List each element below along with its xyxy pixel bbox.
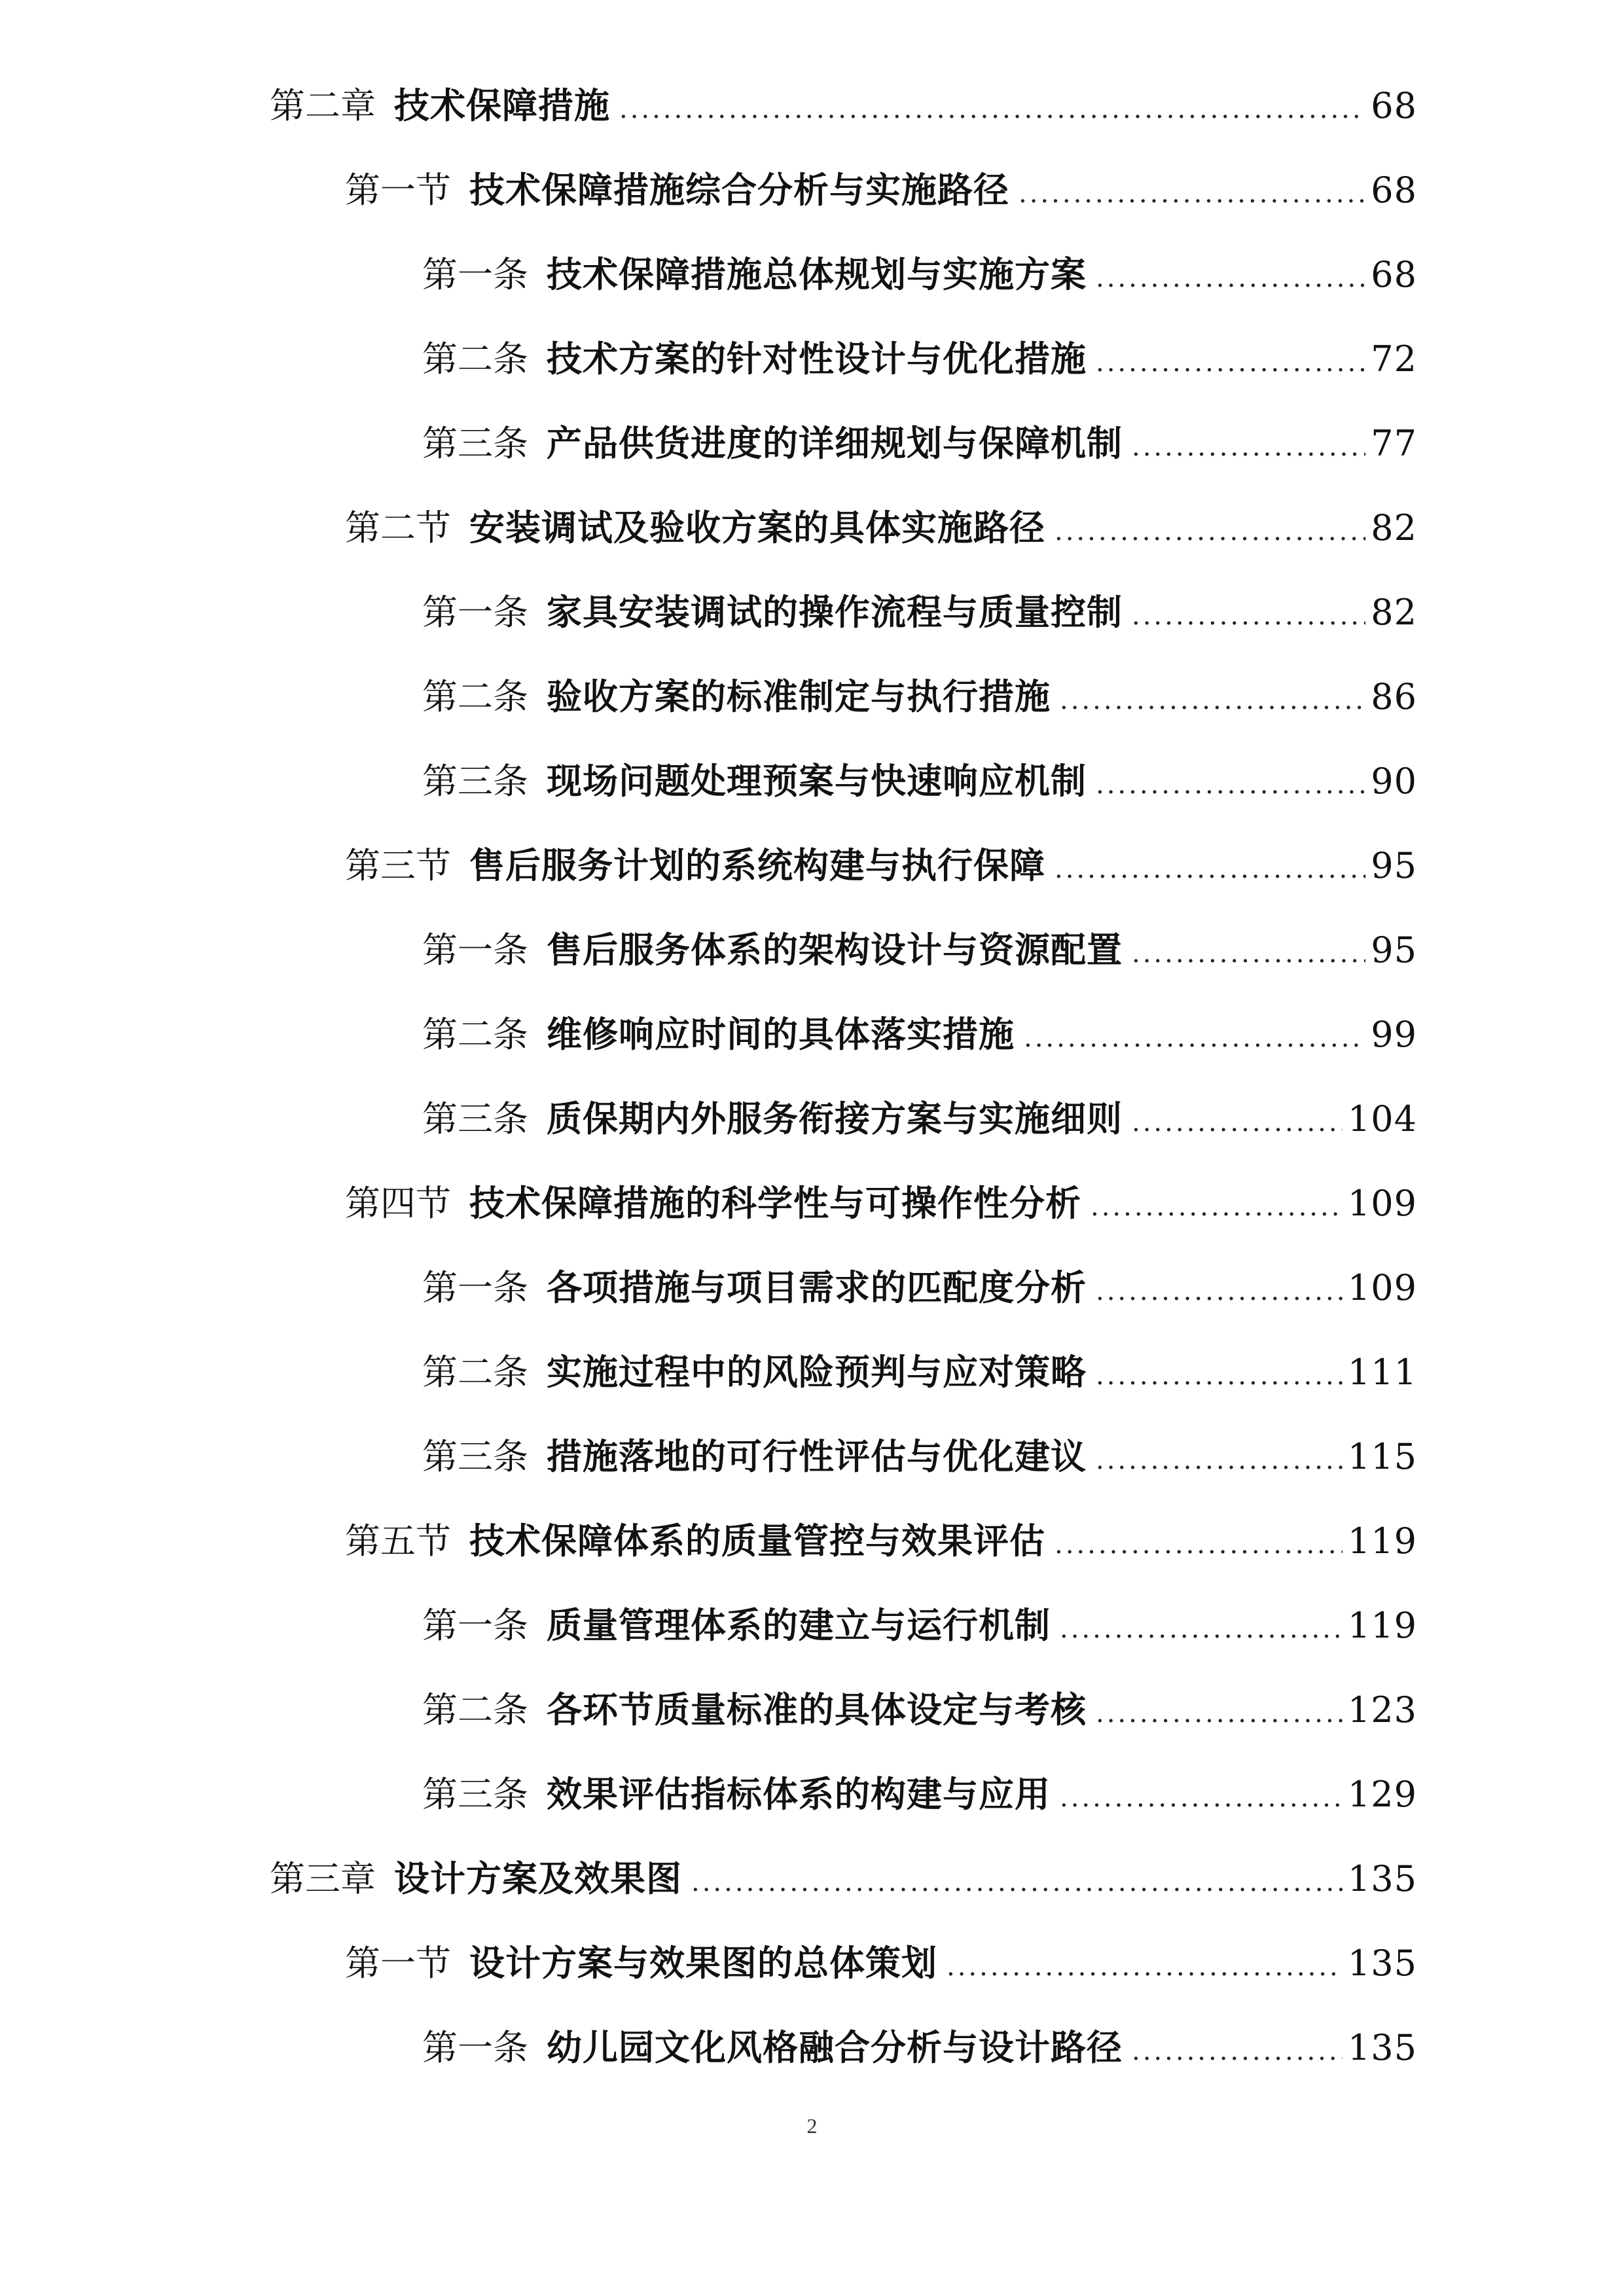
toc-entry-prefix: 第三节 xyxy=(345,845,451,886)
dot-leader xyxy=(1096,1268,1343,1314)
toc-entry-page: 90 xyxy=(1371,761,1417,802)
dot-leader xyxy=(1024,1015,1365,1061)
dot-leader xyxy=(1055,846,1365,892)
dot-leader xyxy=(1132,593,1365,639)
toc-entry-page: 68 xyxy=(1371,85,1417,126)
dot-leader xyxy=(1091,1184,1343,1230)
dot-leader xyxy=(691,1859,1343,1905)
toc-entry-title: 设计方案及效果图 xyxy=(394,1858,682,1899)
toc-entry-page: 119 xyxy=(1347,1605,1417,1646)
dot-leader xyxy=(619,86,1365,132)
toc-entry-title: 技术保障体系的质量管控与效果评估 xyxy=(469,1520,1045,1562)
toc-entry[interactable] xyxy=(345,168,1417,213)
toc-entry-prefix: 第二条 xyxy=(422,1014,528,1055)
toc-entry-prefix: 第二条 xyxy=(422,338,528,380)
toc-entry-prefix: 第三条 xyxy=(422,1436,528,1477)
toc-entry-page: 135 xyxy=(1347,2027,1417,2068)
dot-leader xyxy=(1055,1522,1343,1568)
toc-entry[interactable] xyxy=(422,2025,1417,2071)
toc-entry[interactable] xyxy=(422,1265,1417,1311)
toc-entry-page: 119 xyxy=(1347,1520,1417,1562)
dot-leader xyxy=(1132,931,1365,977)
toc-entry[interactable] xyxy=(345,505,1417,551)
toc-entry-prefix: 第二章 xyxy=(270,85,376,126)
toc-entry-page: 68 xyxy=(1371,170,1417,211)
toc-entry[interactable] xyxy=(422,1434,1417,1480)
dot-leader xyxy=(947,1944,1343,1990)
toc-entry[interactable] xyxy=(422,590,1417,636)
toc-entry-prefix: 第二节 xyxy=(345,507,451,548)
toc-entry-prefix: 第三条 xyxy=(422,761,528,802)
toc-entry-prefix: 第四节 xyxy=(345,1183,451,1224)
toc-entry-prefix: 第一条 xyxy=(422,929,528,971)
toc-entry-title: 技术保障措施总体规划与实施方案 xyxy=(547,254,1087,295)
dot-leader xyxy=(1132,1100,1343,1145)
page-number: 2 xyxy=(806,2114,818,2138)
toc-entry-prefix: 第一条 xyxy=(422,2027,528,2068)
toc-entry[interactable] xyxy=(345,843,1417,889)
toc-entry[interactable] xyxy=(422,1603,1417,1649)
toc-entry-prefix: 第一节 xyxy=(345,1943,451,1984)
toc-entry-prefix: 第二条 xyxy=(422,1689,528,1731)
toc-entry-prefix: 第一条 xyxy=(422,1605,528,1646)
toc-entry-prefix: 第一节 xyxy=(345,170,451,211)
toc-entry[interactable] xyxy=(422,927,1417,973)
toc-entry-page: 82 xyxy=(1371,592,1417,633)
dot-leader xyxy=(1132,2028,1343,2074)
toc-entry-page: 123 xyxy=(1347,1689,1417,1731)
toc-entry-title: 家具安装调试的操作流程与质量控制 xyxy=(547,592,1123,633)
toc-entry-page: 86 xyxy=(1371,676,1417,717)
toc-entry-title: 技术保障措施的科学性与可操作性分析 xyxy=(469,1183,1081,1224)
toc-entry-prefix: 第三条 xyxy=(422,423,528,464)
toc-entry-title: 技术方案的针对性设计与优化措施 xyxy=(547,338,1087,380)
dot-leader xyxy=(1096,1353,1343,1399)
toc-entry-title: 产品供货进度的详细规划与保障机制 xyxy=(547,423,1123,464)
toc-entry-page: 109 xyxy=(1347,1267,1417,1308)
toc-entry-title: 各环节质量标准的具体设定与考核 xyxy=(547,1689,1087,1731)
toc-entry-title: 效果评估指标体系的构建与应用 xyxy=(547,1774,1051,1815)
toc-entry[interactable] xyxy=(270,1856,1417,1902)
toc-entry-title: 售后服务体系的架构设计与资源配置 xyxy=(547,929,1123,971)
toc-entry-title: 实施过程中的风险预判与应对策略 xyxy=(547,1352,1087,1393)
dot-leader xyxy=(1096,1437,1343,1483)
toc-entry-prefix: 第二条 xyxy=(422,676,528,717)
toc-entry-title: 技术保障措施综合分析与实施路径 xyxy=(469,170,1009,211)
toc-entry-prefix: 第一条 xyxy=(422,1267,528,1308)
toc-entry-title: 质量管理体系的建立与运行机制 xyxy=(547,1605,1051,1646)
toc-entry[interactable] xyxy=(422,1012,1417,1058)
toc-entry-title: 现场问题处理预案与快速响应机制 xyxy=(547,761,1087,802)
toc-entry-title: 技术保障措施 xyxy=(394,85,610,126)
dot-leader xyxy=(1096,255,1365,301)
toc-entry-title: 售后服务计划的系统构建与执行保障 xyxy=(469,845,1045,886)
toc-entry[interactable] xyxy=(345,1181,1417,1227)
toc-entry[interactable] xyxy=(345,1518,1417,1564)
dot-leader xyxy=(1132,424,1365,470)
toc-entry-title: 验收方案的标准制定与执行措施 xyxy=(547,676,1051,717)
toc-entry-title: 幼儿园文化风格融合分析与设计路径 xyxy=(547,2027,1123,2068)
toc-entry-prefix: 第三章 xyxy=(270,1858,376,1899)
toc-entry[interactable] xyxy=(422,252,1417,298)
toc-entry[interactable] xyxy=(422,1096,1417,1142)
toc-entry-prefix: 第一条 xyxy=(422,254,528,295)
toc-entry-title: 维修响应时间的具体落实措施 xyxy=(547,1014,1015,1055)
toc-entry-page: 104 xyxy=(1347,1098,1417,1139)
toc-entry-page: 82 xyxy=(1371,507,1417,548)
toc-entry[interactable] xyxy=(422,336,1417,382)
toc-entry-prefix: 第一条 xyxy=(422,592,528,633)
toc-entry[interactable] xyxy=(345,1941,1417,1986)
toc-entry-prefix: 第二条 xyxy=(422,1352,528,1393)
toc-entry-title: 措施落地的可行性评估与优化建议 xyxy=(547,1436,1087,1477)
dot-leader xyxy=(1096,340,1365,386)
dot-leader xyxy=(1060,1775,1343,1821)
toc-entry-page: 68 xyxy=(1371,254,1417,295)
toc-entry-title: 质保期内外服务衔接方案与实施细则 xyxy=(547,1098,1123,1139)
toc-entry-page: 72 xyxy=(1371,338,1417,380)
toc-entry-page: 95 xyxy=(1371,929,1417,971)
toc-entry[interactable] xyxy=(270,83,1417,129)
toc-entry[interactable] xyxy=(422,1350,1417,1395)
dot-leader xyxy=(1060,1606,1343,1652)
toc-entry-title: 设计方案与效果图的总体策划 xyxy=(469,1943,937,1984)
toc-entry-page: 77 xyxy=(1371,423,1417,464)
toc-entry-title: 各项措施与项目需求的匹配度分析 xyxy=(547,1267,1087,1308)
toc-entry-page: 95 xyxy=(1371,845,1417,886)
toc-entry[interactable] xyxy=(422,759,1417,804)
dot-leader xyxy=(1096,1691,1343,1736)
toc-entry-page: 135 xyxy=(1347,1943,1417,1984)
toc-entry-prefix: 第五节 xyxy=(345,1520,451,1562)
toc-entry-page: 115 xyxy=(1347,1436,1417,1477)
toc-entry-prefix: 第三条 xyxy=(422,1774,528,1815)
toc-entry-page: 111 xyxy=(1347,1352,1417,1393)
toc-entry-page: 135 xyxy=(1347,1858,1417,1899)
toc-entry-prefix: 第三条 xyxy=(422,1098,528,1139)
toc-entry[interactable] xyxy=(422,1687,1417,1733)
dot-leader xyxy=(1055,509,1365,554)
toc-entry-page: 99 xyxy=(1371,1014,1417,1055)
dot-leader xyxy=(1060,677,1365,723)
toc-entry-page: 109 xyxy=(1347,1183,1417,1224)
toc-entry-title: 安装调试及验收方案的具体实施路径 xyxy=(469,507,1045,548)
toc-entry[interactable] xyxy=(422,421,1417,467)
toc-entry[interactable] xyxy=(422,674,1417,720)
dot-leader xyxy=(1096,762,1365,808)
toc-entry[interactable] xyxy=(422,1772,1417,1818)
dot-leader xyxy=(1019,171,1365,217)
toc-entry-page: 129 xyxy=(1347,1774,1417,1815)
